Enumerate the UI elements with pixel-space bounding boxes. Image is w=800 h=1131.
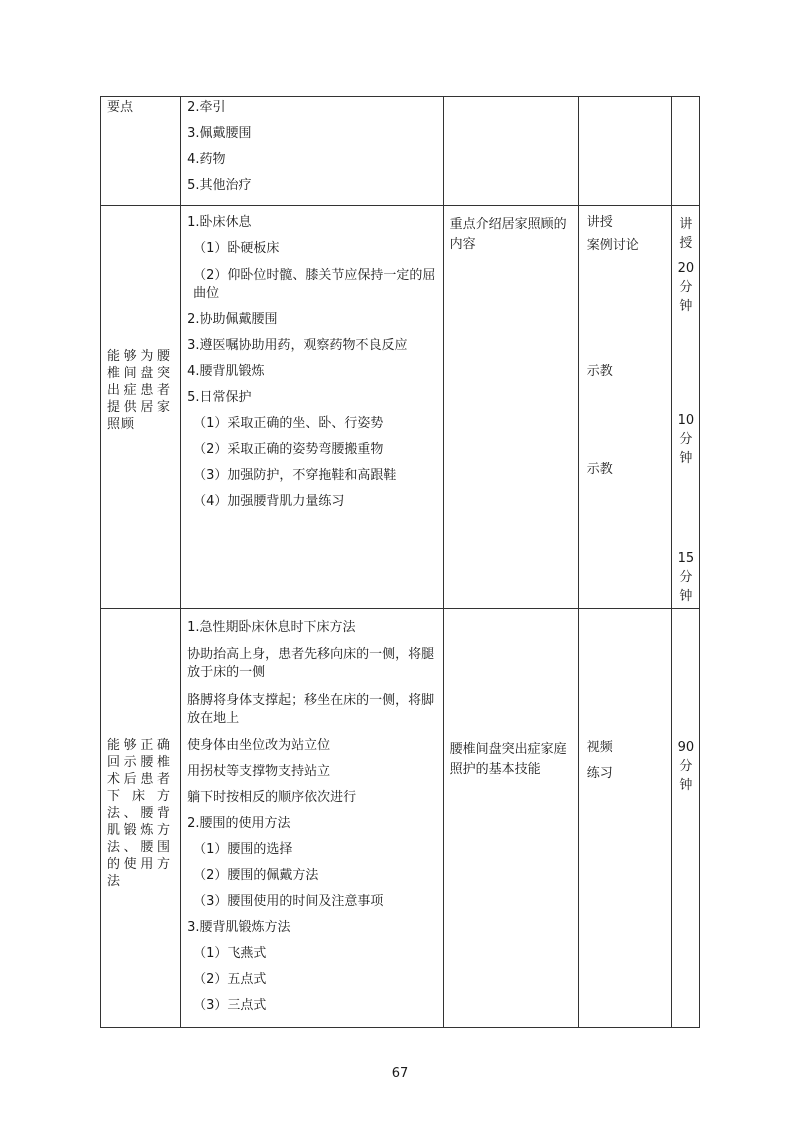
content-line: （4）加强腰背肌力量练习 [193, 494, 345, 509]
key-points-text: 腰椎间盘突出症家庭照护的基本技能 [449, 742, 567, 777]
time-text: 讲 授 [679, 217, 693, 251]
time-cell [671, 206, 699, 609]
objective-text: 要点 [107, 100, 134, 115]
content-line: 4.药物 [187, 152, 226, 167]
methods-cell [578, 97, 671, 206]
time-text: 90 分 钟 [677, 740, 695, 793]
method-text: 案例讨论 [586, 238, 639, 253]
content-line: 3.佩戴腰围 [187, 126, 252, 141]
content-line: （1）飞燕式 [193, 946, 267, 961]
objective-text: 能够为腰 椎间盘突 出症患者 提供居家 照顾 [107, 349, 171, 432]
time-text: 15 分 钟 [677, 551, 695, 604]
key-points-cell [443, 609, 578, 1028]
method-text: 示教 [586, 462, 613, 477]
content-line: （2）腰围的佩戴方法 [193, 868, 319, 883]
content-cell [181, 609, 443, 1028]
content-line: 用拐杖等支撑物支持站立 [187, 764, 331, 779]
content-line: 5.其他治疗 [187, 178, 252, 193]
time-text: 20 分 钟 [677, 261, 695, 314]
content-line: 2.牵引 [187, 100, 226, 115]
content-line: （2）五点式 [193, 972, 267, 987]
method-text: 示教 [586, 364, 613, 379]
content-line: 3.遵医嘱协助用药，观察药物不良反应 [187, 338, 408, 353]
table-row [101, 206, 700, 609]
key-points-cell [443, 206, 578, 609]
objective-cell [101, 609, 181, 1028]
content-line: 协助抬高上身，患者先移向床的一侧，将腿放于床的一侧 [187, 647, 435, 680]
content-line: （1）卧硬板床 [193, 241, 280, 256]
time-cell [671, 97, 699, 206]
content-line: 4.腰背肌锻炼 [187, 364, 265, 379]
methods-cell [578, 609, 671, 1028]
content-line: 1.急性期卧床休息时下床方法 [187, 620, 356, 635]
objective-cell [101, 97, 181, 206]
content-line: 3.腰背肌锻炼方法 [187, 920, 291, 935]
lesson-plan-table [100, 96, 700, 1028]
content-line: 2.协助佩戴腰围 [187, 312, 278, 327]
content-line: （3）三点式 [193, 998, 267, 1013]
content-line: 胳膊将身体支撑起；移坐在床的一侧，将脚放在地上 [187, 693, 435, 726]
content-line: 使身体由坐位改为站立位 [187, 738, 331, 753]
time-text: 10 分 钟 [677, 413, 695, 466]
content-line: （1）采取正确的坐、卧、行姿势 [193, 416, 384, 431]
content-line: 躺下时按相反的顺序依次进行 [187, 790, 357, 805]
table-row [101, 97, 700, 206]
method-text: 视频 [586, 740, 613, 755]
content-line: 5.日常保护 [187, 390, 252, 405]
content-line: （3）腰围使用的时间及注意事项 [193, 894, 384, 909]
content-line: 1.卧床休息 [187, 215, 252, 230]
content-line: （2）仰卧位时髋、膝关节应保持一定的屈曲位 [193, 268, 436, 301]
page-number: 67 [391, 1066, 409, 1081]
content-line: （1）腰围的选择 [193, 842, 293, 857]
key-points-text: 重点介绍居家照顾的内容 [449, 217, 567, 252]
content-line: 2.腰围的使用方法 [187, 816, 291, 831]
content-line: （3）加强防护，不穿拖鞋和高跟鞋 [193, 468, 397, 483]
objective-text: 能够正确 回示腰椎 术后患者 下床方 法、腰背 肌锻炼方 法、腰围 的使用方 法 [107, 738, 171, 889]
method-text: 讲授 [586, 215, 613, 230]
content-line: （2）采取正确的姿势弯腰搬重物 [193, 442, 384, 457]
objective-cell [101, 206, 181, 609]
content-cell [181, 97, 443, 206]
key-points-cell [443, 97, 578, 206]
table-row [101, 609, 700, 1028]
time-cell [671, 609, 699, 1028]
content-cell [181, 206, 443, 609]
method-text: 练习 [586, 766, 613, 781]
methods-cell [578, 206, 671, 609]
